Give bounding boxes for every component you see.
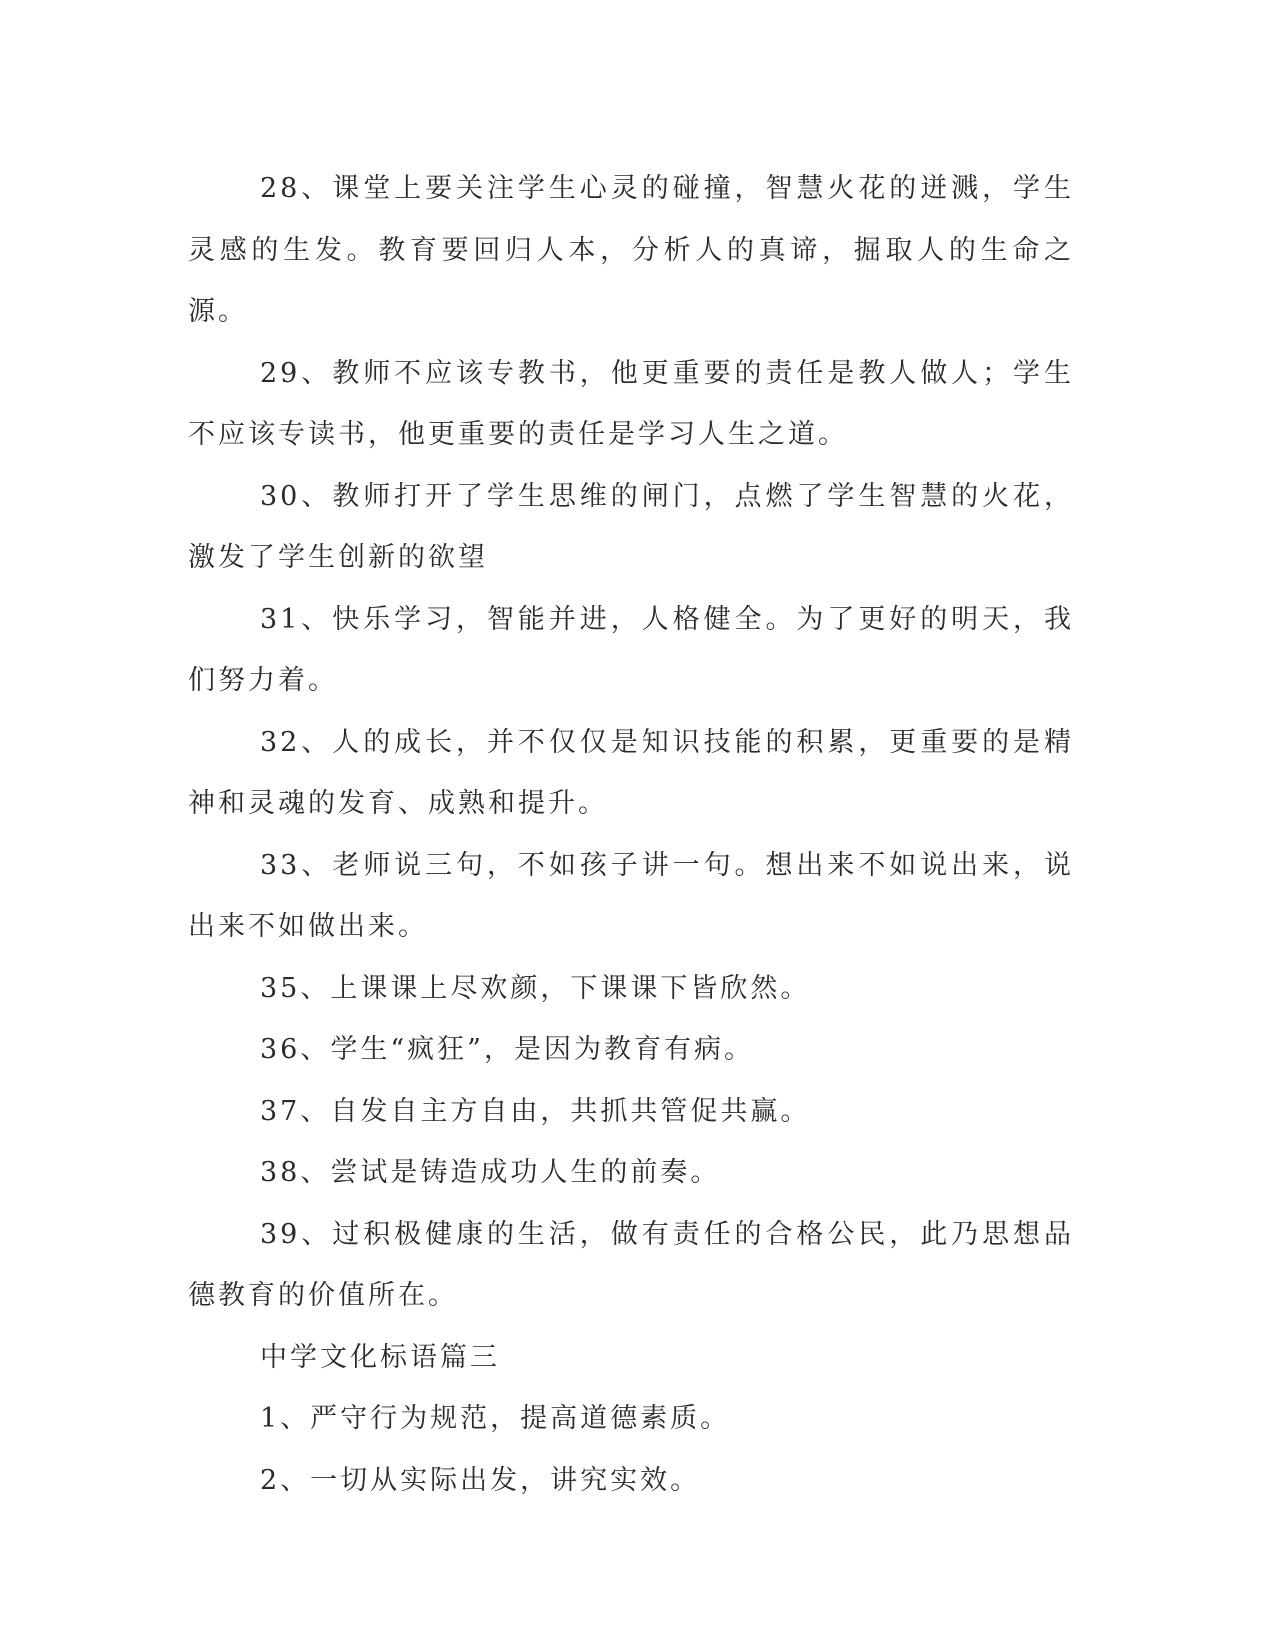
paragraph-28: 28、课堂上要关注学生心灵的碰撞，智慧火花的迸溅，学生灵感的生发。教育要回归人本，分析人的真谛，掘取人的生命之源。 xyxy=(188,173,1074,327)
paragraph-30: 30、教师打开了学生思维的闸门，点燃了学生智慧的火花，激发了学生创新的欲望 xyxy=(188,480,1074,573)
paragraph-29: 29、教师不应该专教书，他更重要的责任是教人做人；学生不应该专读书，他更重要的责任是学习人生之道。 xyxy=(188,357,1074,450)
paragraph-35: 35、上课课上尽欢颜，下课课下皆欣然。 xyxy=(260,972,811,1004)
paragraph-33: 33、老师说三句，不如孩子讲一句。想出来不如说出来，说出来不如做出来。 xyxy=(188,849,1074,942)
paragraph-31: 31、快乐学习，智能并进，人格健全。为了更好的明天，我们努力着。 xyxy=(188,603,1074,696)
paragraph-36: 36、学生“疯狂”，是因为教育有病。 xyxy=(260,1034,754,1065)
section-item-2: 2、一切从实际出发，讲究实效。 xyxy=(260,1464,701,1496)
section-item-1: 1、严守行为规范，提高道德素质。 xyxy=(260,1403,731,1434)
paragraph-37: 37、自发自主方自由，共抓共管促共赢。 xyxy=(260,1095,811,1127)
section-heading: 中学文化标语篇三 xyxy=(260,1341,500,1373)
paragraph-39: 39、过积极健康的生活，做有责任的合格公民，此乃思想品德教育的价值所在。 xyxy=(188,1218,1074,1311)
paragraph-32: 32、人的成长，并不仅仅是知识技能的积累，更重要的是精神和灵魂的发育、成熟和提升。 xyxy=(188,726,1074,819)
document-body xyxy=(188,158,1074,1511)
paragraph-38: 38、尝试是铸造成功人生的前奏。 xyxy=(260,1157,721,1188)
